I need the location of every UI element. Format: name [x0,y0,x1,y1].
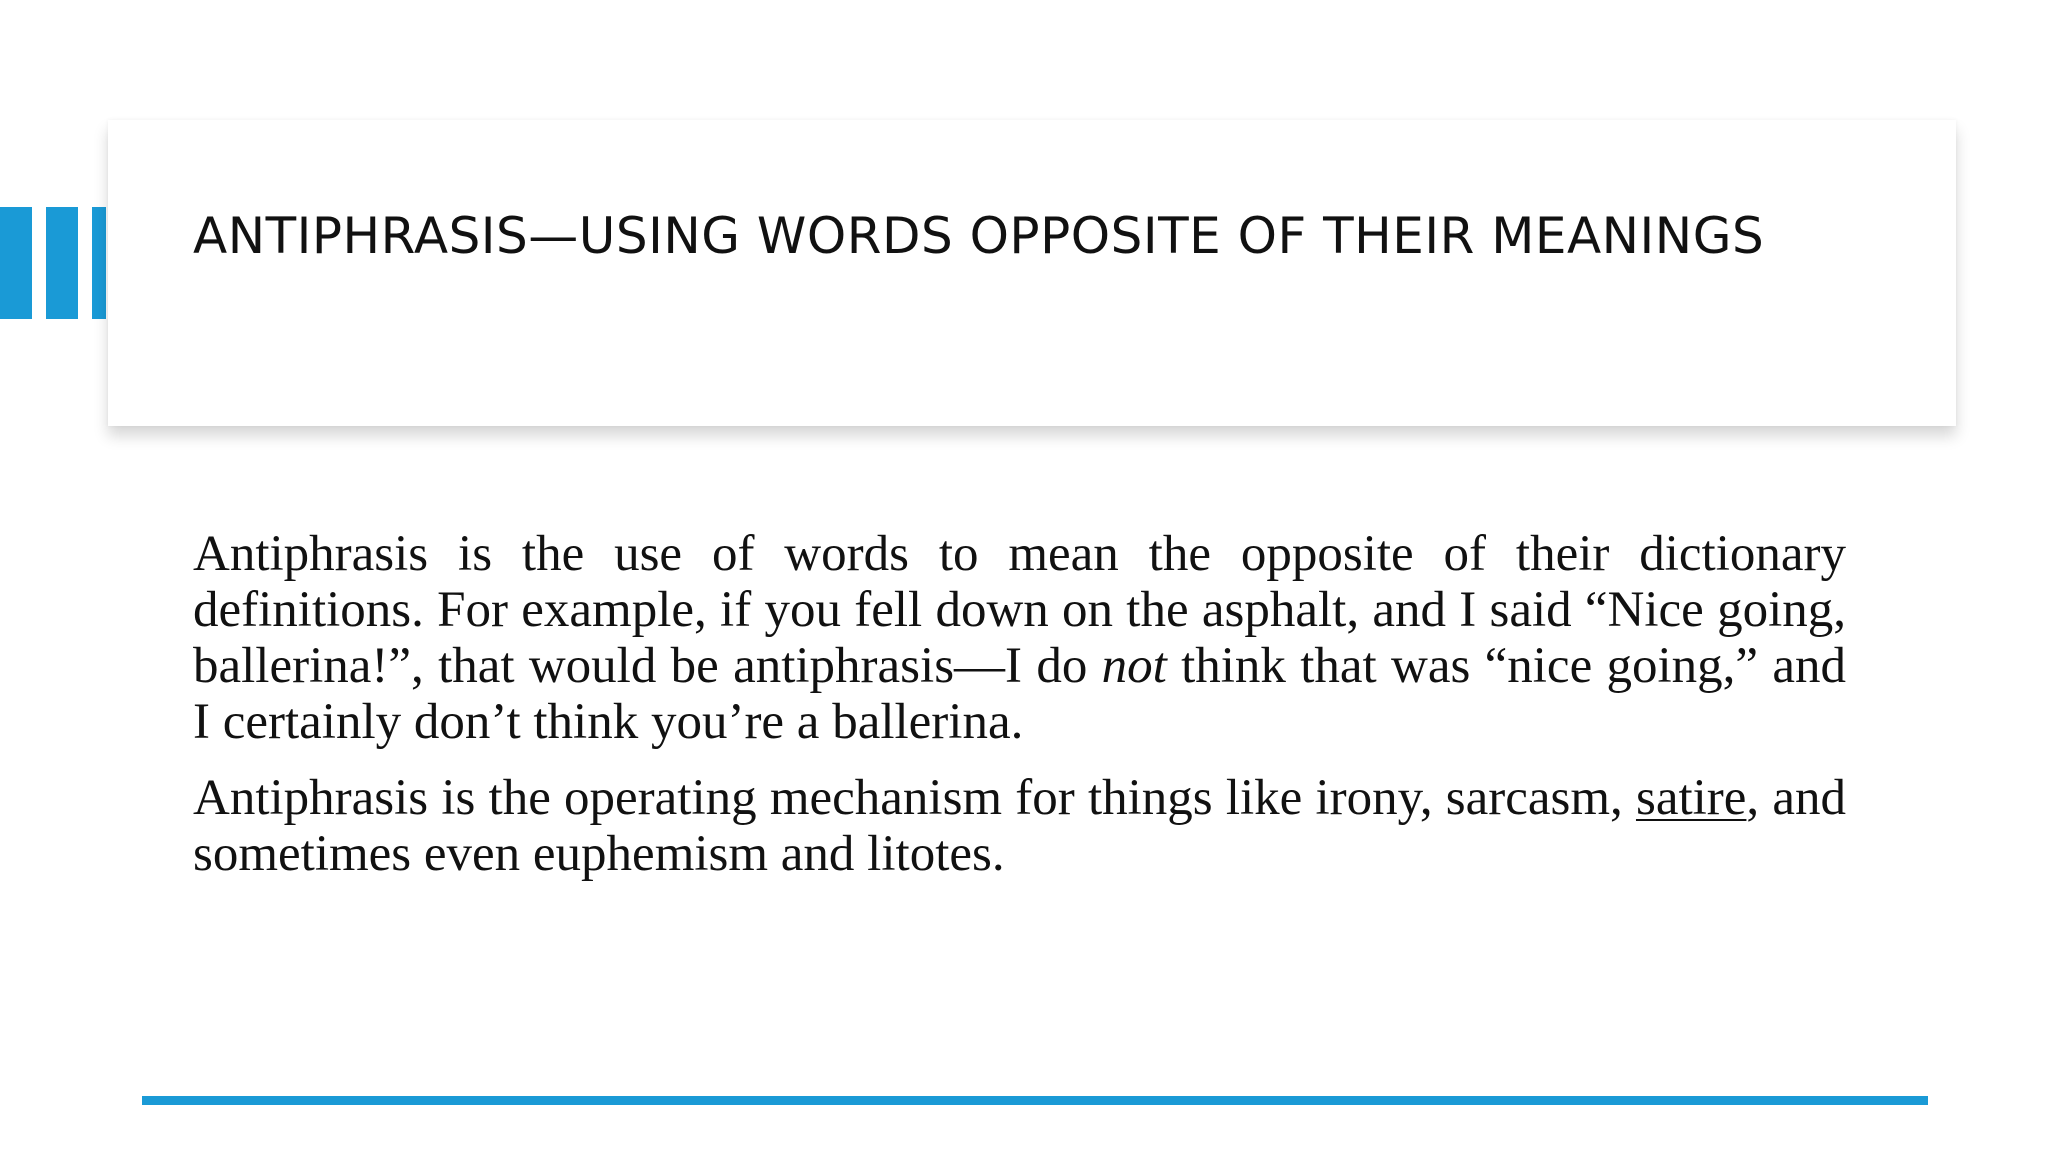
slide-title: ANTIPHRASIS—USING WORDS OPPOSITE OF THEIR MEANINGS [193,207,1765,265]
bottom-divider [142,1096,1928,1105]
paragraph-definition-text-2: think that was “nice going,” and I certainly don’t think you’re a ballerina. [193,638,1846,750]
paragraph-definition-text-1: Antiphrasis is the use of words to mean the opposite of their dictionary definitions. For example, if you fell down on the asphalt, and I said “Nice going, ballerina!”, that would be antiphrasis—I do [193,526,1846,694]
accent-bar-middle [46,207,78,319]
slide-body [193,526,1846,902]
paragraph-mechanism-text-1: Antiphrasis is the operating mechanism for things like irony, sarcasm, [193,770,1636,826]
accent-bar-left [0,207,32,319]
accent-bar-right [92,207,106,319]
paragraph-mechanism [193,770,1846,882]
title-box [108,120,1956,426]
paragraph-mechanism-text-2: , and sometimes even euphemism and litotes. [193,770,1846,882]
satire-link[interactable]: satire [1635,770,1747,826]
emphasis-not: not [1101,638,1167,694]
paragraph-definition [193,526,1846,750]
